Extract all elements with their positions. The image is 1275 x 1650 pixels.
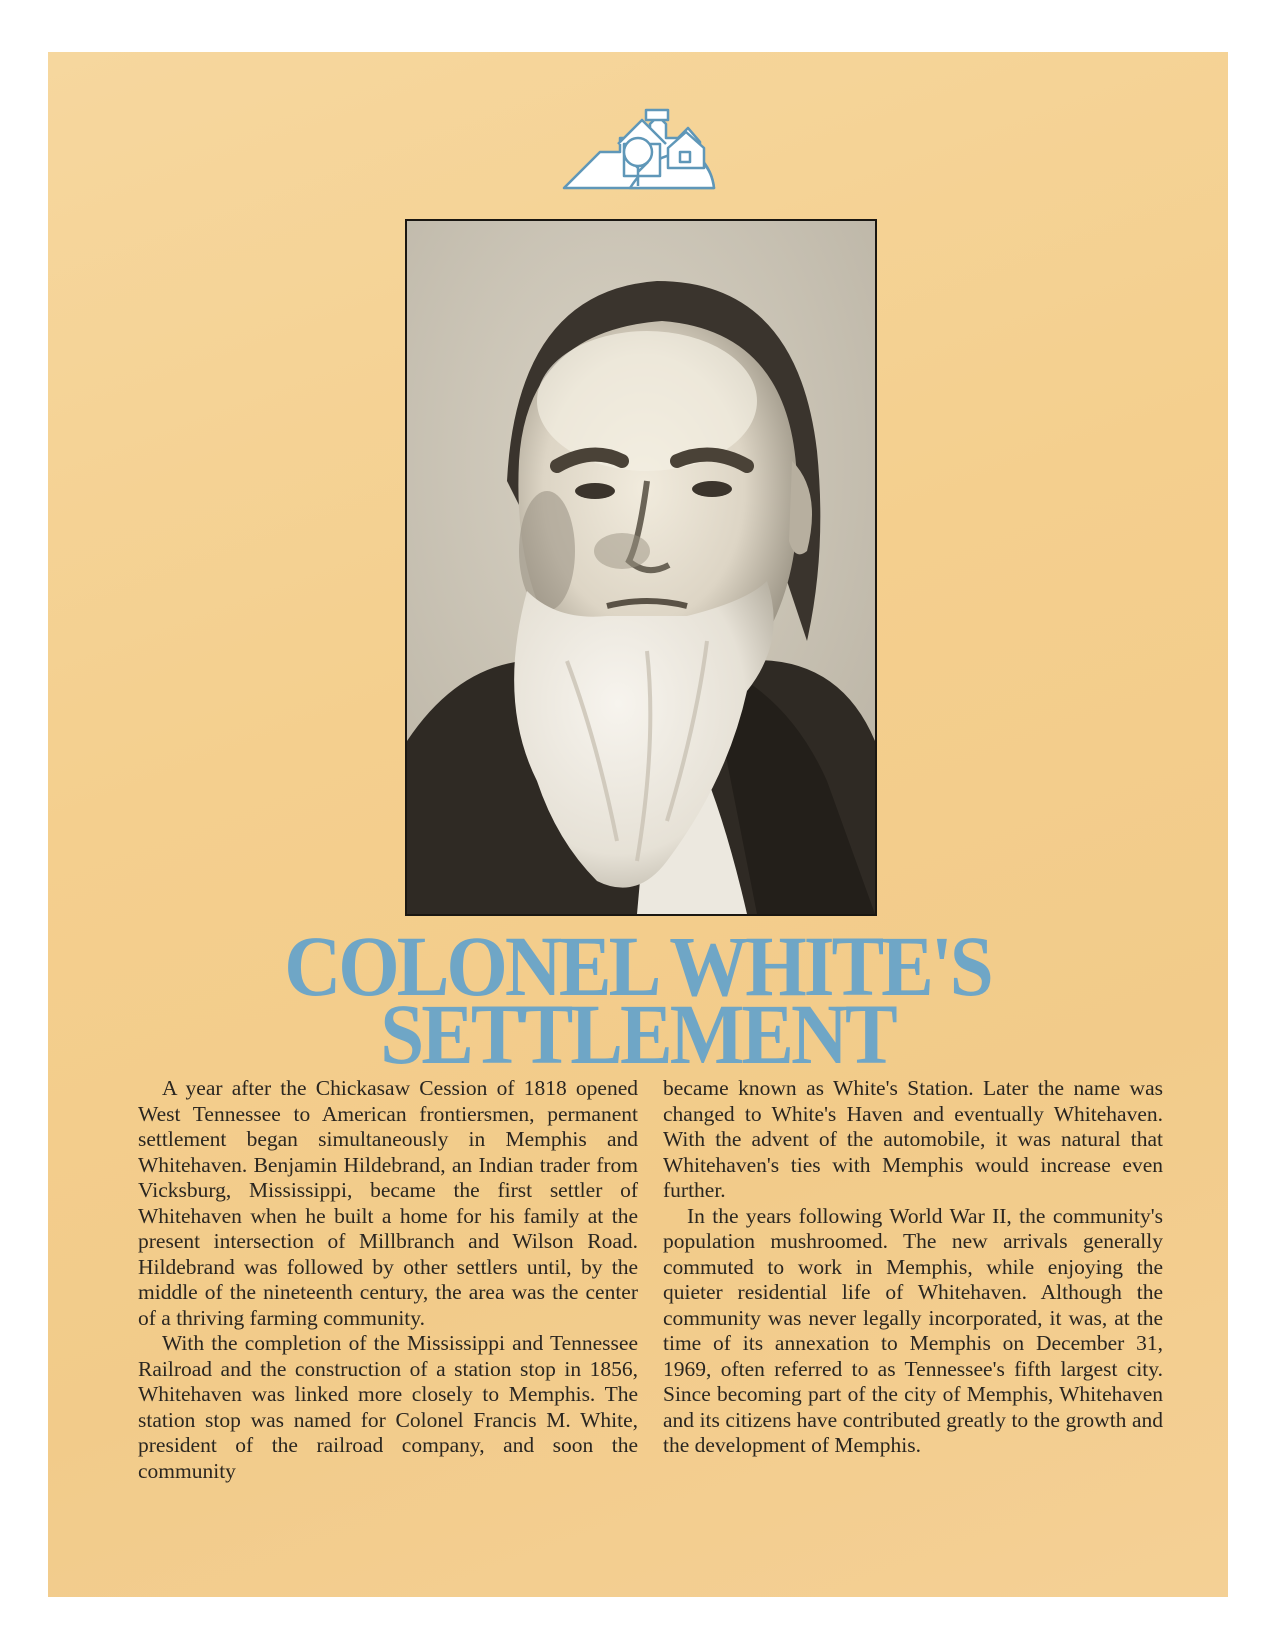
- paragraph: In the years following World War II, the community's population mushroomed. The new arrivals generally commuted to work in Memphis, while enjoying the quieter residential life of Whitehaven. Although the community was never legally incorporated, it was, at the time of its annexation to Memphis on December 31, 1969, often referred to as Tennessee's fifth largest city. Since becoming part of the city of Memphis, Whitehaven and its citizens have contributed greatly to the growth and the development of Memphis.: [663, 1203, 1163, 1457]
- left-text-column: [138, 1076, 638, 1484]
- house-tree-hill-logo-icon: [560, 108, 716, 194]
- paragraph: A year after the Chickasaw Cession of 1818 opened West Tennessee to American frontiersmen, permanent settlement began simultaneously in Memphis and Whitehaven. Benjamin Hildebrand, an Indian trader from Vicksburg, Mississippi, became the first settler of Whitehaven when he built a home for his family at the present intersection of Millbranch and Wilson Road. Hildebrand was followed by other settlers until, by the middle of the nineteenth century, the area was the center of a thriving farming community.: [138, 1076, 638, 1330]
- article-title-line1: COLONEL WHITE'S: [284, 920, 991, 1015]
- paragraph: became known as White's Station. Later the name was changed to White's Haven and eventually Whitehaven. With the advent of the automobile, it was natural that Whitehaven's ties with Memphis would increase even further.: [663, 1076, 1163, 1202]
- portrait-photo: [405, 219, 877, 916]
- paragraph: With the completion of the Mississippi and Tennessee Railroad and the construction of a station stop in 1856, Whitehaven was linked more closely to Memphis. The station stop was named for Colonel Francis M. White, president of the railroad company, and soon the community: [138, 1331, 638, 1483]
- article-title-line2: SETTLEMENT: [380, 988, 895, 1083]
- right-text-column: [663, 1076, 1163, 1459]
